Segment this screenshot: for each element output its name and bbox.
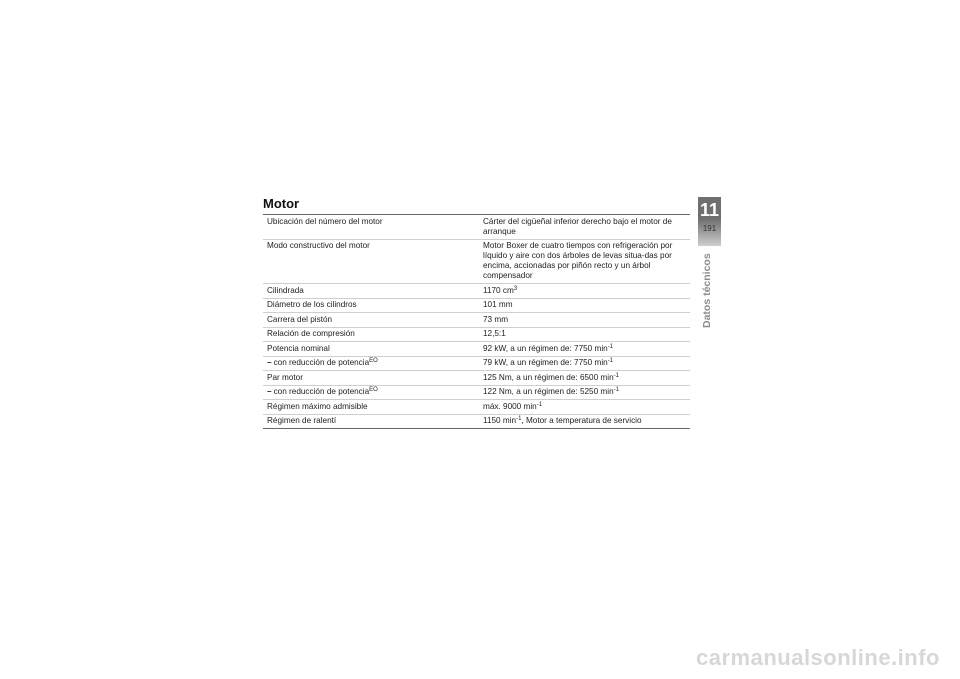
spec-label: Relación de compresión bbox=[263, 327, 479, 342]
table-row bbox=[263, 342, 690, 357]
spec-label: Ubicación del número del motor bbox=[263, 215, 479, 240]
spec-value: 92 kW, a un régimen de: 7750 $\min^{-1}$ bbox=[479, 342, 690, 357]
spec-label: Régimen de ralentí bbox=[263, 414, 479, 429]
table-row bbox=[263, 284, 690, 299]
spec-value: 79 kW, a un régimen de: 7750 $\min^{-1}$ bbox=[479, 356, 690, 371]
spec-label: Régimen máximo admisible bbox=[263, 400, 479, 415]
spec-value: 73 mm bbox=[479, 313, 690, 328]
spec-label: Modo constructivo del motor bbox=[263, 239, 479, 284]
engine-spec-table bbox=[263, 214, 690, 429]
spec-value: 125 Nm, a un régimen de: 6500 $\min^{-1}$ bbox=[479, 371, 690, 386]
chapter-tab bbox=[698, 197, 721, 246]
section-title: Motor bbox=[263, 196, 300, 211]
table-row bbox=[263, 385, 690, 400]
table-row bbox=[263, 414, 690, 429]
chapter-number: 11 bbox=[699, 200, 720, 220]
chapter-side-title: Datos técnicos bbox=[701, 253, 713, 328]
spec-value: Cárter del cigüeñal inferior derecho bajo el motor de arranque bbox=[479, 215, 690, 240]
table-row bbox=[263, 313, 690, 328]
table-row bbox=[263, 239, 690, 284]
spec-value: 101 mm bbox=[479, 298, 690, 313]
table-row bbox=[263, 327, 690, 342]
spec-value: 1170 $cm^3$ bbox=[479, 284, 690, 299]
spec-label: Cilindrada bbox=[263, 284, 479, 299]
spec-value: máx. 9000 $\min^{-1}$ bbox=[479, 400, 690, 415]
spec-label: Potencia nominal bbox=[263, 342, 479, 357]
table-row bbox=[263, 371, 690, 386]
table-row bbox=[263, 356, 690, 371]
spec-value: 12,5:1 bbox=[479, 327, 690, 342]
spec-value: 122 Nm, a un régimen de: 5250 $\min^{-1}$ bbox=[479, 385, 690, 400]
table-row bbox=[263, 400, 690, 415]
spec-label: Diámetro de los cilindros bbox=[263, 298, 479, 313]
spec-label: – con reducción de potencia$^{EO}$ bbox=[263, 356, 479, 371]
table-row bbox=[263, 215, 690, 240]
spec-value: 1150 $\min^{-1}$, Motor a temperatura de servicio bbox=[479, 414, 690, 429]
watermark: carmanualsonline.info bbox=[696, 645, 940, 670]
spec-label: Par motor bbox=[263, 371, 479, 386]
page-number: 191 bbox=[702, 224, 717, 233]
spec-label: – con reducción de potencia$^{EO}$ bbox=[263, 385, 479, 400]
table-row bbox=[263, 298, 690, 313]
spec-value: Motor Boxer de cuatro tiempos con refrigeración por líquido y aire con dos árboles de levas situa-das por encima, accionadas por piñón recto y un árbol compensador bbox=[479, 239, 690, 284]
spec-label: Carrera del pistón bbox=[263, 313, 479, 328]
